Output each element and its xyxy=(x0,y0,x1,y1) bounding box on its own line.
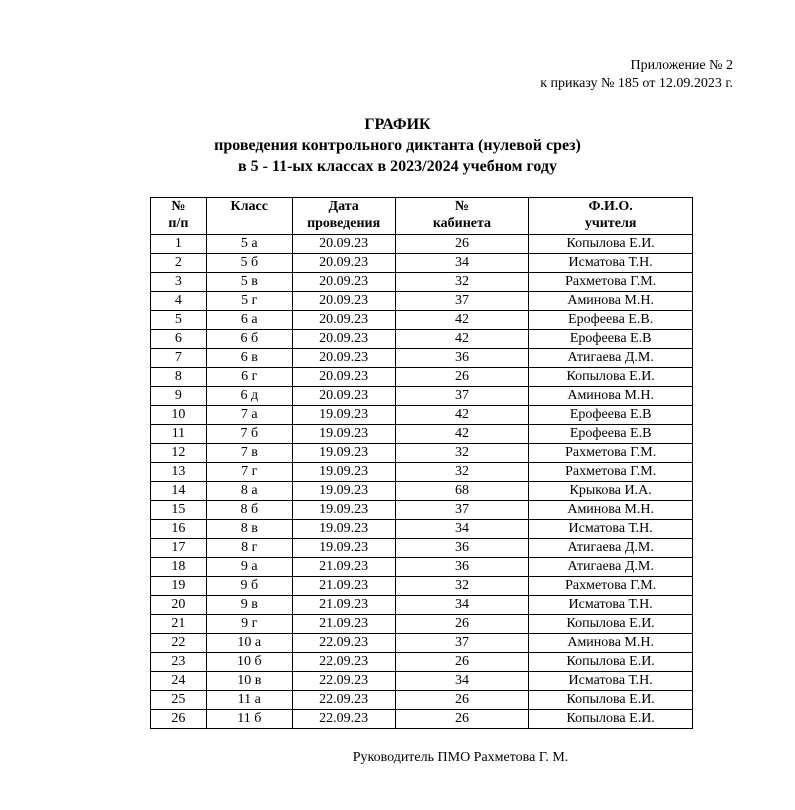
cell-room: 32 xyxy=(395,463,529,482)
cell-date: 20.09.23 xyxy=(292,292,395,311)
document-title xyxy=(0,114,795,177)
table-row xyxy=(151,425,693,444)
table-row xyxy=(151,273,693,292)
cell-room: 37 xyxy=(395,634,529,653)
cell-date: 21.09.23 xyxy=(292,577,395,596)
table-row xyxy=(151,710,693,729)
table-row xyxy=(151,254,693,273)
cell-class: 7 а xyxy=(206,406,292,425)
title-subject: проведения контрольного диктанта (нулевой срез) xyxy=(214,137,581,154)
cell-number: 21 xyxy=(151,615,207,634)
cell-teacher: Рахметова Г.М. xyxy=(529,577,693,596)
cell-date: 21.09.23 xyxy=(292,596,395,615)
cell-room: 42 xyxy=(395,425,529,444)
table-row xyxy=(151,577,693,596)
header-teacher: Ф.И.О. учителя xyxy=(529,198,693,235)
cell-teacher: Копылова Е.И. xyxy=(529,653,693,672)
cell-room: 37 xyxy=(395,501,529,520)
cell-number: 23 xyxy=(151,653,207,672)
cell-room: 36 xyxy=(395,539,529,558)
cell-number: 1 xyxy=(151,235,207,254)
cell-room: 34 xyxy=(395,520,529,539)
cell-date: 20.09.23 xyxy=(292,349,395,368)
cell-class: 6 а xyxy=(206,311,292,330)
cell-number: 10 xyxy=(151,406,207,425)
cell-number: 4 xyxy=(151,292,207,311)
cell-room: 26 xyxy=(395,615,529,634)
cell-number: 24 xyxy=(151,672,207,691)
header-room: № кабинета xyxy=(395,198,529,235)
cell-number: 15 xyxy=(151,501,207,520)
cell-date: 19.09.23 xyxy=(292,425,395,444)
cell-teacher: Исматова Т.Н. xyxy=(529,520,693,539)
cell-class: 5 б xyxy=(206,254,292,273)
cell-number: 12 xyxy=(151,444,207,463)
cell-teacher: Ерофеева Е.В xyxy=(529,330,693,349)
cell-class: 6 д xyxy=(206,387,292,406)
cell-class: 9 г xyxy=(206,615,292,634)
cell-room: 34 xyxy=(395,672,529,691)
table-row xyxy=(151,292,693,311)
cell-class: 6 б xyxy=(206,330,292,349)
cell-class: 10 в xyxy=(206,672,292,691)
cell-room: 42 xyxy=(395,330,529,349)
cell-date: 20.09.23 xyxy=(292,330,395,349)
cell-teacher: Крыкова И.А. xyxy=(529,482,693,501)
cell-number: 26 xyxy=(151,710,207,729)
cell-teacher: Атигаева Д.М. xyxy=(529,539,693,558)
table-row xyxy=(151,691,693,710)
cell-number: 5 xyxy=(151,311,207,330)
table-row xyxy=(151,501,693,520)
table-row xyxy=(151,349,693,368)
table-row xyxy=(151,653,693,672)
cell-teacher: Копылова Е.И. xyxy=(529,615,693,634)
cell-number: 6 xyxy=(151,330,207,349)
signature: Руководитель ПМО Рахметова Г. М. xyxy=(352,750,569,765)
cell-date: 21.09.23 xyxy=(292,615,395,634)
cell-class: 8 в xyxy=(206,520,292,539)
cell-teacher: Копылова Е.И. xyxy=(529,368,693,387)
cell-class: 8 г xyxy=(206,539,292,558)
cell-room: 26 xyxy=(395,710,529,729)
cell-number: 25 xyxy=(151,691,207,710)
cell-class: 5 г xyxy=(206,292,292,311)
cell-room: 68 xyxy=(395,482,529,501)
cell-number: 11 xyxy=(151,425,207,444)
cell-date: 20.09.23 xyxy=(292,387,395,406)
cell-teacher: Аминова М.Н. xyxy=(529,387,693,406)
cell-date: 20.09.23 xyxy=(292,368,395,387)
table-row xyxy=(151,558,693,577)
cell-date: 19.09.23 xyxy=(292,520,395,539)
header-number: № п/п xyxy=(151,198,207,235)
cell-room: 42 xyxy=(395,406,529,425)
cell-teacher: Исматова Т.Н. xyxy=(529,254,693,273)
cell-room: 26 xyxy=(395,235,529,254)
cell-number: 2 xyxy=(151,254,207,273)
cell-class: 7 г xyxy=(206,463,292,482)
cell-date: 20.09.23 xyxy=(292,235,395,254)
cell-date: 22.09.23 xyxy=(292,691,395,710)
cell-class: 6 в xyxy=(206,349,292,368)
table-row xyxy=(151,330,693,349)
table-row xyxy=(151,634,693,653)
cell-number: 19 xyxy=(151,577,207,596)
cell-date: 19.09.23 xyxy=(292,406,395,425)
cell-room: 32 xyxy=(395,577,529,596)
table-row xyxy=(151,482,693,501)
cell-teacher: Ерофеева Е.В xyxy=(529,425,693,444)
cell-date: 19.09.23 xyxy=(292,482,395,501)
cell-number: 22 xyxy=(151,634,207,653)
table-row xyxy=(151,235,693,254)
cell-teacher: Копылова Е.И. xyxy=(529,710,693,729)
table-row xyxy=(151,406,693,425)
cell-room: 26 xyxy=(395,653,529,672)
cell-class: 9 а xyxy=(206,558,292,577)
cell-number: 20 xyxy=(151,596,207,615)
cell-room: 34 xyxy=(395,596,529,615)
cell-class: 11 а xyxy=(206,691,292,710)
cell-number: 18 xyxy=(151,558,207,577)
cell-room: 26 xyxy=(395,691,529,710)
cell-date: 22.09.23 xyxy=(292,710,395,729)
table-row xyxy=(151,387,693,406)
cell-room: 37 xyxy=(395,292,529,311)
table-row xyxy=(151,311,693,330)
cell-date: 20.09.23 xyxy=(292,254,395,273)
cell-date: 19.09.23 xyxy=(292,539,395,558)
cell-class: 7 в xyxy=(206,444,292,463)
table-row xyxy=(151,596,693,615)
cell-class: 10 а xyxy=(206,634,292,653)
cell-number: 14 xyxy=(151,482,207,501)
cell-class: 9 в xyxy=(206,596,292,615)
cell-room: 37 xyxy=(395,387,529,406)
cell-teacher: Исматова Т.Н. xyxy=(529,596,693,615)
cell-room: 32 xyxy=(395,273,529,292)
cell-number: 9 xyxy=(151,387,207,406)
cell-date: 22.09.23 xyxy=(292,672,395,691)
cell-date: 20.09.23 xyxy=(292,273,395,292)
table-row xyxy=(151,672,693,691)
cell-teacher: Ерофеева Е.В. xyxy=(529,311,693,330)
cell-number: 7 xyxy=(151,349,207,368)
cell-teacher: Рахметова Г.М. xyxy=(529,463,693,482)
cell-teacher: Аминова М.Н. xyxy=(529,634,693,653)
table-row xyxy=(151,368,693,387)
cell-class: 8 б xyxy=(206,501,292,520)
cell-room: 32 xyxy=(395,444,529,463)
schedule-table xyxy=(150,197,693,729)
table-row xyxy=(151,539,693,558)
order-reference: к приказу № 185 от 12.09.2023 г. xyxy=(540,76,733,91)
cell-number: 16 xyxy=(151,520,207,539)
cell-class: 5 а xyxy=(206,235,292,254)
cell-teacher: Аминова М.Н. xyxy=(529,501,693,520)
cell-date: 20.09.23 xyxy=(292,311,395,330)
cell-class: 6 г xyxy=(206,368,292,387)
cell-date: 22.09.23 xyxy=(292,634,395,653)
table-row xyxy=(151,520,693,539)
cell-teacher: Ерофеева Е.В xyxy=(529,406,693,425)
cell-class: 9 б xyxy=(206,577,292,596)
cell-number: 8 xyxy=(151,368,207,387)
annex-header xyxy=(540,57,733,93)
cell-room: 26 xyxy=(395,368,529,387)
header-class: Класс xyxy=(206,198,292,235)
cell-teacher: Копылова Е.И. xyxy=(529,691,693,710)
table-row xyxy=(151,463,693,482)
cell-date: 19.09.23 xyxy=(292,444,395,463)
cell-number: 13 xyxy=(151,463,207,482)
annex-number: Приложение № 2 xyxy=(630,58,733,73)
cell-date: 19.09.23 xyxy=(292,501,395,520)
cell-number: 3 xyxy=(151,273,207,292)
cell-room: 42 xyxy=(395,311,529,330)
title-scope: в 5 - 11-ых классах в 2023/2024 учебном году xyxy=(237,158,558,175)
cell-class: 11 б xyxy=(206,710,292,729)
table-row xyxy=(151,444,693,463)
cell-teacher: Рахметова Г.М. xyxy=(529,273,693,292)
table-row xyxy=(151,615,693,634)
header-date: Дата проведения xyxy=(292,198,395,235)
cell-class: 5 в xyxy=(206,273,292,292)
cell-room: 34 xyxy=(395,254,529,273)
cell-class: 8 а xyxy=(206,482,292,501)
cell-class: 7 б xyxy=(206,425,292,444)
cell-teacher: Атигаева Д.М. xyxy=(529,349,693,368)
cell-teacher: Исматова Т.Н. xyxy=(529,672,693,691)
cell-room: 36 xyxy=(395,349,529,368)
cell-number: 17 xyxy=(151,539,207,558)
cell-teacher: Копылова Е.И. xyxy=(529,235,693,254)
cell-date: 21.09.23 xyxy=(292,558,395,577)
cell-room: 36 xyxy=(395,558,529,577)
cell-date: 19.09.23 xyxy=(292,463,395,482)
cell-date: 22.09.23 xyxy=(292,653,395,672)
table-header-row xyxy=(151,198,693,235)
cell-teacher: Рахметова Г.М. xyxy=(529,444,693,463)
title-main: ГРАФИК xyxy=(364,116,431,133)
cell-teacher: Атигаева Д.М. xyxy=(529,558,693,577)
cell-class: 10 б xyxy=(206,653,292,672)
cell-teacher: Аминова М.Н. xyxy=(529,292,693,311)
